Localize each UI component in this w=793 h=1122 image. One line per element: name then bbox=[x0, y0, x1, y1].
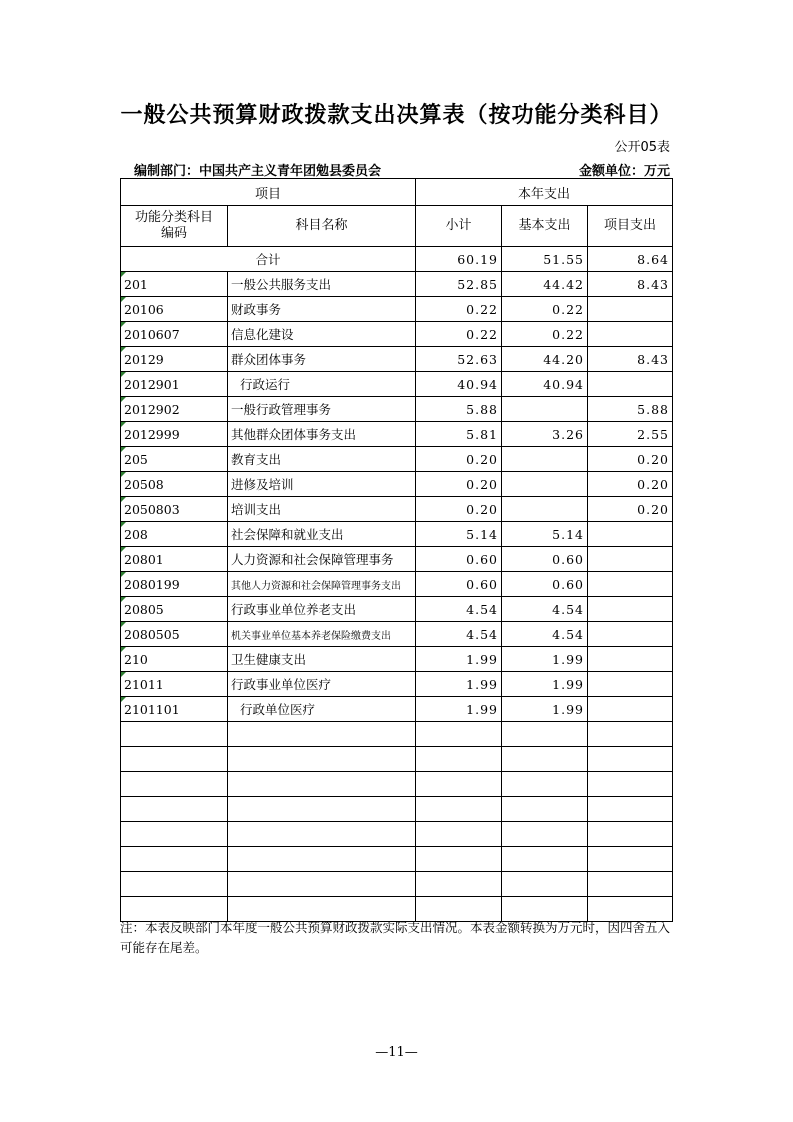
empty-row bbox=[121, 772, 673, 797]
empty-row bbox=[121, 847, 673, 872]
row-code: 208 bbox=[121, 522, 228, 547]
total-label: 合计 bbox=[121, 247, 416, 272]
header-current-year: 本年支出 bbox=[416, 179, 673, 206]
empty-cell bbox=[588, 822, 673, 847]
header-project-expenditure: 项目支出 bbox=[588, 206, 673, 247]
empty-row bbox=[121, 722, 673, 747]
table-row bbox=[121, 647, 673, 672]
row-code: 20508 bbox=[121, 472, 228, 497]
row-name: 教育支出 bbox=[228, 447, 416, 472]
header-basic: 基本支出 bbox=[502, 206, 588, 247]
table-row bbox=[121, 597, 673, 622]
table-row bbox=[121, 297, 673, 322]
empty-cell bbox=[228, 822, 416, 847]
row-name: 其他人力资源和社会保障管理事务支出 bbox=[228, 572, 416, 597]
row-subtotal: 5.81 bbox=[416, 422, 502, 447]
row-basic: 0.22 bbox=[502, 297, 588, 322]
row-subtotal: 5.14 bbox=[416, 522, 502, 547]
header-row-1 bbox=[121, 179, 673, 206]
row-basic: 0.60 bbox=[502, 572, 588, 597]
empty-cell bbox=[228, 872, 416, 897]
expenditure-table bbox=[120, 178, 673, 922]
row-basic: 44.20 bbox=[502, 347, 588, 372]
row-code: 2010607 bbox=[121, 322, 228, 347]
row-basic bbox=[502, 447, 588, 472]
row-name: 信息化建设 bbox=[228, 322, 416, 347]
row-subtotal: 52.85 bbox=[416, 272, 502, 297]
row-project bbox=[588, 547, 673, 572]
page-title: 一般公共预算财政拨款支出决算表（按功能分类科目） bbox=[120, 103, 673, 128]
row-basic: 1.99 bbox=[502, 672, 588, 697]
row-code: 21011 bbox=[121, 672, 228, 697]
row-code: 2012999 bbox=[121, 422, 228, 447]
empty-cell bbox=[502, 822, 588, 847]
empty-row bbox=[121, 747, 673, 772]
row-name: 人力资源和社会保障管理事务 bbox=[228, 547, 416, 572]
row-name: 其他群众团体事务支出 bbox=[228, 422, 416, 447]
table-row bbox=[121, 522, 673, 547]
row-name: 机关事业单位基本养老保险缴费支出 bbox=[228, 622, 416, 647]
empty-cell bbox=[588, 797, 673, 822]
table-row bbox=[121, 672, 673, 697]
empty-cell bbox=[502, 847, 588, 872]
form-number: 公开05表 bbox=[614, 140, 670, 155]
table-row bbox=[121, 622, 673, 647]
empty-cell bbox=[228, 847, 416, 872]
row-subtotal: 0.20 bbox=[416, 447, 502, 472]
table-row bbox=[121, 497, 673, 522]
row-basic: 1.99 bbox=[502, 647, 588, 672]
amount-unit-label: 金额单位：万元 bbox=[578, 164, 670, 179]
table-row bbox=[121, 347, 673, 372]
row-basic: 0.22 bbox=[502, 322, 588, 347]
empty-cell bbox=[121, 847, 228, 872]
row-project: 0.20 bbox=[588, 497, 673, 522]
row-basic bbox=[502, 472, 588, 497]
row-name: 财政事务 bbox=[228, 297, 416, 322]
row-subtotal: 4.54 bbox=[416, 597, 502, 622]
total-basic: 51.55 bbox=[502, 247, 588, 272]
row-code: 20129 bbox=[121, 347, 228, 372]
empty-cell bbox=[502, 722, 588, 747]
empty-cell bbox=[416, 822, 502, 847]
empty-cell bbox=[228, 797, 416, 822]
row-subtotal: 1.99 bbox=[416, 647, 502, 672]
row-code: 2101101 bbox=[121, 697, 228, 722]
row-project: 8.43 bbox=[588, 272, 673, 297]
total-subtotal: 60.19 bbox=[416, 247, 502, 272]
row-basic bbox=[502, 497, 588, 522]
empty-cell bbox=[416, 872, 502, 897]
empty-cell bbox=[416, 797, 502, 822]
row-subtotal: 1.99 bbox=[416, 672, 502, 697]
header-name: 科目名称 bbox=[228, 206, 416, 247]
row-name: 行政事业单位养老支出 bbox=[228, 597, 416, 622]
empty-cell bbox=[121, 722, 228, 747]
row-code: 210 bbox=[121, 647, 228, 672]
row-basic bbox=[502, 397, 588, 422]
empty-cell bbox=[588, 722, 673, 747]
empty-cell bbox=[228, 772, 416, 797]
header-code-line2: 编码 bbox=[160, 226, 187, 241]
empty-cell bbox=[121, 872, 228, 897]
row-subtotal: 52.63 bbox=[416, 347, 502, 372]
empty-cell bbox=[588, 872, 673, 897]
row-project bbox=[588, 672, 673, 697]
row-subtotal: 0.22 bbox=[416, 297, 502, 322]
row-name: 一般行政管理事务 bbox=[228, 397, 416, 422]
row-project bbox=[588, 622, 673, 647]
row-project: 0.20 bbox=[588, 447, 673, 472]
row-name: 社会保障和就业支出 bbox=[228, 522, 416, 547]
row-project bbox=[588, 647, 673, 672]
row-subtotal: 1.99 bbox=[416, 697, 502, 722]
empty-cell bbox=[416, 747, 502, 772]
empty-cell bbox=[121, 772, 228, 797]
row-code: 20805 bbox=[121, 597, 228, 622]
row-name: 群众团体事务 bbox=[228, 347, 416, 372]
row-subtotal: 5.88 bbox=[416, 397, 502, 422]
empty-cell bbox=[416, 847, 502, 872]
row-code: 20106 bbox=[121, 297, 228, 322]
row-name: 卫生健康支出 bbox=[228, 647, 416, 672]
row-code: 201 bbox=[121, 272, 228, 297]
row-subtotal: 0.20 bbox=[416, 472, 502, 497]
table-row bbox=[121, 422, 673, 447]
row-project: 2.55 bbox=[588, 422, 673, 447]
row-name: 行政事业单位医疗 bbox=[228, 672, 416, 697]
department-label: 编制部门：中国共产主义青年团勉县委员会 bbox=[134, 164, 382, 179]
row-basic: 4.54 bbox=[502, 597, 588, 622]
header-subtotal: 小计 bbox=[416, 206, 502, 247]
row-basic: 44.42 bbox=[502, 272, 588, 297]
header-row-2 bbox=[121, 206, 673, 247]
row-basic: 5.14 bbox=[502, 522, 588, 547]
row-name: 培训支出 bbox=[228, 497, 416, 522]
empty-cell bbox=[121, 822, 228, 847]
empty-cell bbox=[588, 772, 673, 797]
row-project: 8.43 bbox=[588, 347, 673, 372]
empty-cell bbox=[121, 747, 228, 772]
row-code: 20801 bbox=[121, 547, 228, 572]
row-project bbox=[588, 372, 673, 397]
row-code: 205 bbox=[121, 447, 228, 472]
empty-cell bbox=[416, 772, 502, 797]
table-row bbox=[121, 697, 673, 722]
total-row bbox=[121, 247, 673, 272]
row-subtotal: 0.20 bbox=[416, 497, 502, 522]
empty-row bbox=[121, 822, 673, 847]
table-row bbox=[121, 272, 673, 297]
table-row bbox=[121, 372, 673, 397]
row-code: 2050803 bbox=[121, 497, 228, 522]
row-basic: 1.99 bbox=[502, 697, 588, 722]
row-basic: 40.94 bbox=[502, 372, 588, 397]
empty-cell bbox=[502, 797, 588, 822]
header-project: 项目 bbox=[121, 179, 416, 206]
empty-cell bbox=[588, 747, 673, 772]
empty-cell bbox=[121, 797, 228, 822]
table-row bbox=[121, 572, 673, 597]
empty-row bbox=[121, 797, 673, 822]
row-name: 一般公共服务支出 bbox=[228, 272, 416, 297]
row-project bbox=[588, 297, 673, 322]
empty-cell bbox=[502, 747, 588, 772]
row-subtotal: 4.54 bbox=[416, 622, 502, 647]
row-project bbox=[588, 572, 673, 597]
empty-cell bbox=[502, 772, 588, 797]
empty-row bbox=[121, 872, 673, 897]
row-project: 5.88 bbox=[588, 397, 673, 422]
row-code: 2080199 bbox=[121, 572, 228, 597]
page-number: —11— bbox=[375, 1045, 418, 1060]
header-code bbox=[121, 206, 228, 247]
row-subtotal: 0.60 bbox=[416, 572, 502, 597]
empty-cell bbox=[502, 872, 588, 897]
row-name: 行政单位医疗 bbox=[228, 697, 416, 722]
row-code: 2012902 bbox=[121, 397, 228, 422]
row-project bbox=[588, 697, 673, 722]
row-basic: 4.54 bbox=[502, 622, 588, 647]
table-row bbox=[121, 397, 673, 422]
row-project bbox=[588, 597, 673, 622]
empty-cell bbox=[416, 722, 502, 747]
row-code: 2080505 bbox=[121, 622, 228, 647]
empty-cell bbox=[228, 722, 416, 747]
table-row bbox=[121, 472, 673, 497]
row-project bbox=[588, 522, 673, 547]
empty-cell bbox=[228, 747, 416, 772]
row-project bbox=[588, 322, 673, 347]
empty-cell bbox=[588, 847, 673, 872]
row-subtotal: 40.94 bbox=[416, 372, 502, 397]
row-code: 2012901 bbox=[121, 372, 228, 397]
table-row bbox=[121, 322, 673, 347]
row-name: 进修及培训 bbox=[228, 472, 416, 497]
row-name: 行政运行 bbox=[228, 372, 416, 397]
row-basic: 3.26 bbox=[502, 422, 588, 447]
row-project: 0.20 bbox=[588, 472, 673, 497]
row-subtotal: 0.22 bbox=[416, 322, 502, 347]
row-subtotal: 0.60 bbox=[416, 547, 502, 572]
total-project: 8.64 bbox=[588, 247, 673, 272]
row-basic: 0.60 bbox=[502, 547, 588, 572]
footnote: 注：本表反映部门本年度一般公共预算财政拨款实际支出情况。本表金额转换为万元时，因四舍五入可能存在尾差。 bbox=[120, 920, 671, 955]
table-row bbox=[121, 447, 673, 472]
table-row bbox=[121, 547, 673, 572]
header-code-line1: 功能分类科目 bbox=[134, 210, 213, 225]
